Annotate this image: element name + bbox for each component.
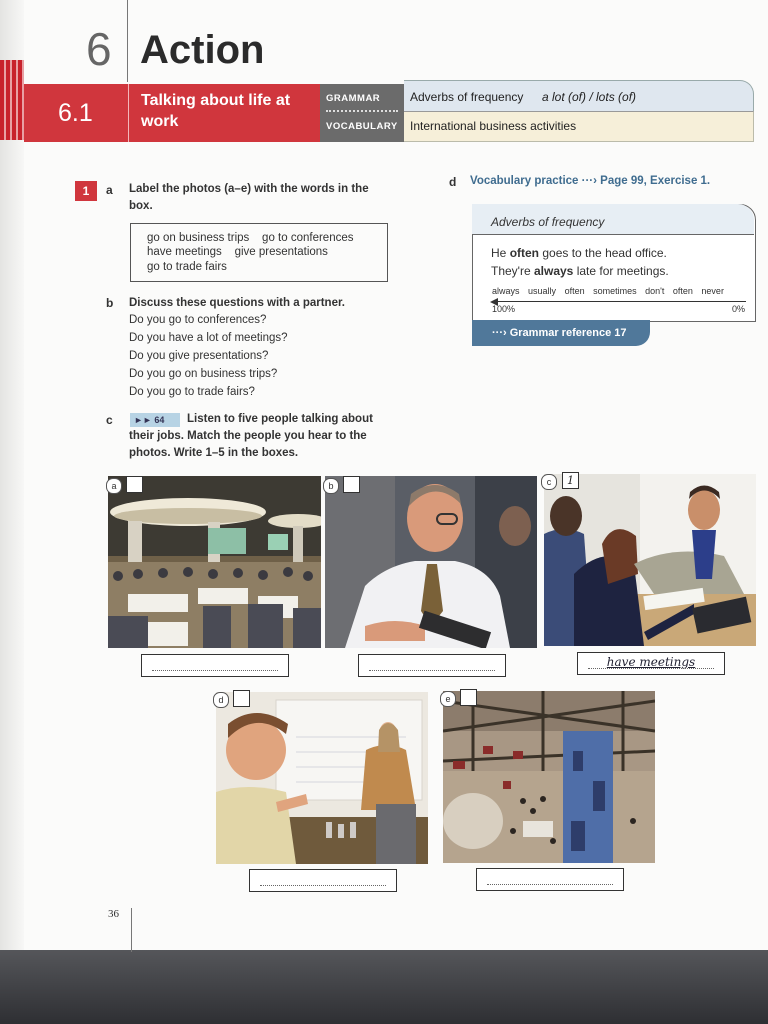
part-d-letter: d [449,175,457,189]
word-box-line: have meetings give presentations [147,246,328,258]
page-number: 36 [108,908,119,920]
grammar-topic-example: a lot (of) / lots (of) [542,90,637,104]
header-divider [127,0,128,82]
grammar-box-title: Adverbs of frequency [491,215,605,229]
exercise-number: 1 [75,181,97,201]
grammar-label: GRAMMAR [326,93,381,104]
photo-b-label-field[interactable] [358,654,506,677]
photo-e-answer-box[interactable] [460,689,477,706]
photo-trade-fair [443,691,655,863]
vocabulary-topic: International business activities [410,119,577,133]
track-number: 64 [154,415,165,425]
photo-meeting [544,474,756,646]
grammar-example-2: They're always late for meetings. [491,264,669,278]
grammar-reference-link[interactable]: ···› Grammar reference 17 [472,320,650,346]
part-b-letter: b [106,296,114,310]
chapter-number: 6 [86,23,112,75]
grammar-example-1: He often goes to the head office. [491,246,667,260]
word-box-line: go to trade fairs [147,261,227,273]
part-c-letter: c [106,413,113,427]
scale-line [494,301,746,302]
part-b-instruction: Discuss these questions with a partner. [129,297,346,309]
photo-b-answer-box[interactable] [343,476,360,493]
photo-e-label-field[interactable] [476,868,624,891]
photo-d-label-field[interactable] [249,869,397,892]
photo-a-answer-box[interactable] [126,476,143,493]
vocabulary-label: VOCABULARY [326,121,398,132]
photo-a-label-field[interactable] [141,654,289,677]
photo-e-letter: e [440,691,456,707]
photo-c-label-field[interactable] [577,652,725,675]
footer-divider [131,908,132,952]
part-a-letter: a [106,183,113,197]
question: Do you go on business trips? [129,368,278,380]
photo-a-letter: a [106,478,122,494]
grammar-topic: Adverbs of frequency [410,90,524,104]
page-spine [0,0,24,952]
photo-c-answer: have meetings [606,655,696,669]
photo-c-letter: c [541,474,557,490]
photo-b-letter: b [323,478,339,494]
photo-business-trip [325,476,537,648]
unit-number: 6.1 [58,99,93,127]
photo-conference [108,476,321,648]
scale-left-percent: 100% [492,304,516,314]
scan-background [0,950,768,1024]
word-box-line: go on business trips go to conferences [147,232,354,244]
question: Do you go to conferences? [129,314,267,326]
question: Do you give presentations? [129,350,269,362]
scale-right-percent: 0% [732,304,746,314]
photo-presentation [216,692,428,864]
unit-divider [128,84,129,142]
chapter-title: Action [140,28,265,72]
question: Do you have a lot of meetings? [129,332,288,344]
part-c-instruction: Listen to five people talking about their jobs. Match the people you hear to the photos. Write 1–5 in the boxes. [129,413,373,459]
chapter-tab [0,60,24,140]
frequency-scale: always usually often sometimes don't often never [492,286,724,296]
vocabulary-practice-link[interactable]: Vocabulary practice ···› Page 99, Exercise 1. [470,175,711,187]
photo-c-answer-box[interactable]: 1 [562,472,579,489]
audio-track-icon[interactable]: ►► 64 [130,413,180,427]
label-dots [326,110,398,112]
photo-d-answer-box[interactable] [233,690,250,707]
photo-d-letter: d [213,692,229,708]
question: Do you go to trade fairs? [129,386,255,398]
unit-title: Talking about life at work [141,92,291,130]
part-a-instruction: Label the photos (a–e) with the words in the box. [129,183,369,212]
